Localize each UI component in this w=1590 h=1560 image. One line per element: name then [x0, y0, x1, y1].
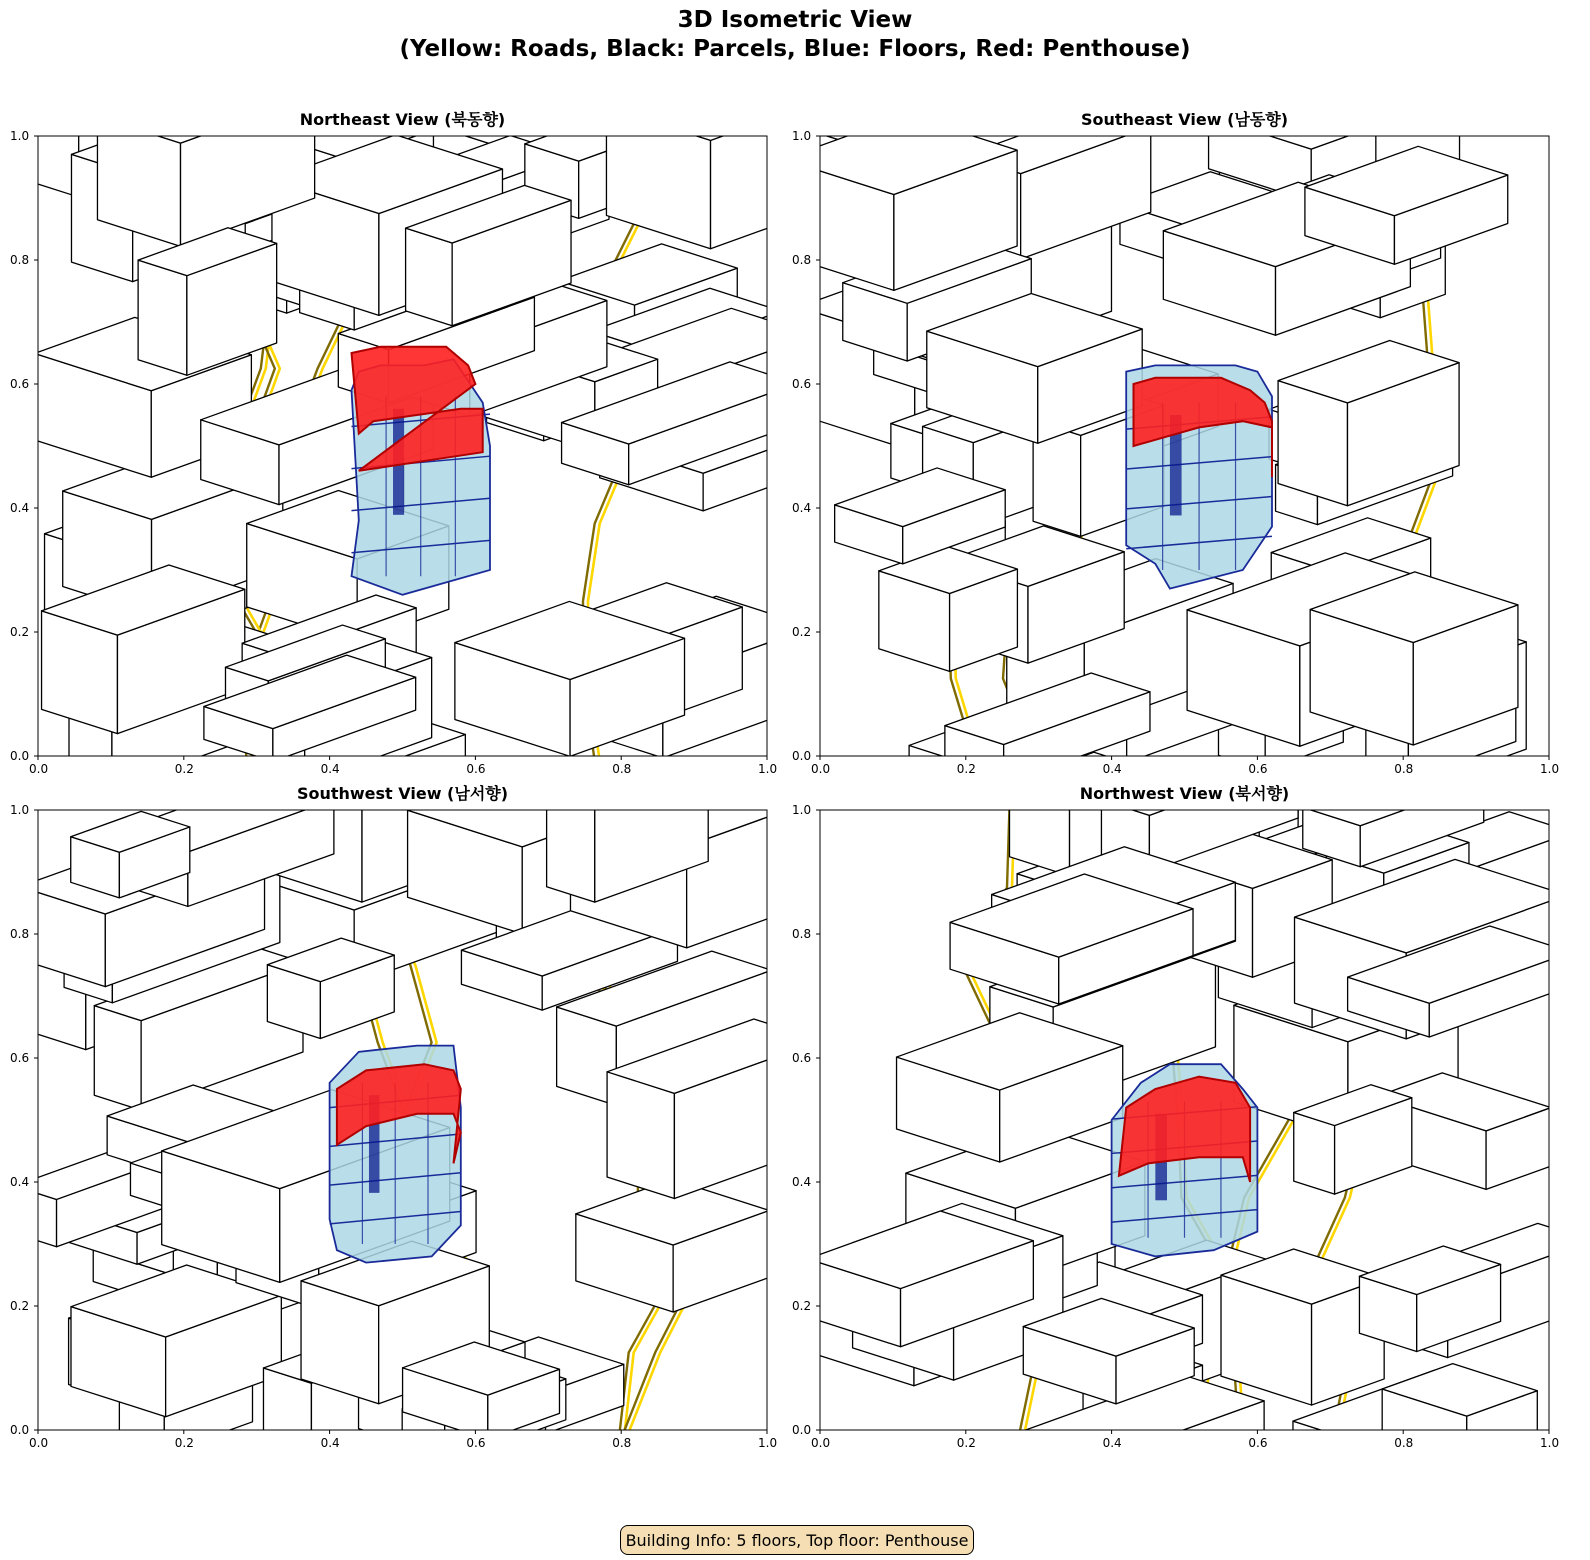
- parcel-building-side: [606, 129, 710, 249]
- x-tick-label: 0.4: [320, 762, 340, 776]
- x-tick-label: 0.8: [1394, 1436, 1414, 1450]
- x-tick-label: 0.2: [174, 762, 194, 776]
- panel-title: Southeast View (남동향): [1080, 110, 1289, 129]
- y-tick-label: 0.4: [792, 1175, 812, 1189]
- y-tick-label: 0.4: [10, 501, 30, 515]
- y-tick-label: 0.2: [10, 625, 30, 639]
- scene-group: [31, 129, 774, 763]
- y-tick-label: 0.8: [792, 927, 812, 941]
- parcel-building-side: [94, 1006, 141, 1111]
- x-tick-label: 0.0: [29, 1436, 49, 1450]
- y-tick-label: 0.0: [10, 1423, 30, 1437]
- scene-group: [813, 803, 1556, 1437]
- parcel-building-side: [547, 803, 595, 902]
- x-tick-label: 0.2: [956, 1436, 976, 1450]
- x-tick-label: 1.0: [1540, 762, 1560, 776]
- parcel-building-side: [1017, 1433, 1100, 1437]
- x-tick-label: 0.4: [1102, 762, 1122, 776]
- building-info-box: Building Info: 5 floors, Top floor: Penthouse: [620, 1525, 974, 1555]
- scene-group: [31, 803, 774, 1437]
- y-tick-label: 0.8: [792, 253, 812, 267]
- x-tick-label: 0.4: [320, 1436, 340, 1450]
- x-tick-label: 1.0: [758, 762, 778, 776]
- y-tick-label: 0.6: [792, 1051, 812, 1065]
- y-tick-label: 0.2: [792, 1299, 812, 1313]
- y-tick-label: 0.4: [792, 501, 812, 515]
- y-tick-label: 0.8: [10, 927, 30, 941]
- parcel-building-front: [711, 129, 774, 249]
- y-tick-label: 0.2: [792, 625, 812, 639]
- figure-title-line2: (Yellow: Roads, Black: Parcels, Blue: Floors, Red: Penthouse): [399, 36, 1191, 62]
- y-tick-label: 0.2: [10, 1299, 30, 1313]
- scene-group: [813, 129, 1526, 763]
- figure-title-line1: 3D Isometric View: [677, 7, 913, 33]
- y-tick-label: 1.0: [10, 803, 30, 817]
- y-tick-label: 0.0: [792, 749, 812, 763]
- x-tick-label: 0.0: [29, 762, 49, 776]
- x-tick-label: 1.0: [758, 1436, 778, 1450]
- y-tick-label: 1.0: [10, 129, 30, 143]
- x-tick-label: 0.6: [1248, 762, 1268, 776]
- x-tick-label: 0.2: [174, 1436, 194, 1450]
- y-tick-label: 0.0: [10, 749, 30, 763]
- x-tick-label: 0.0: [811, 762, 831, 776]
- parcel-building-roof: [266, 803, 433, 804]
- y-tick-label: 0.0: [792, 1423, 812, 1437]
- y-tick-label: 1.0: [792, 803, 812, 817]
- y-tick-label: 0.4: [10, 1175, 30, 1189]
- panel-title: Northeast View (북동향): [299, 110, 506, 129]
- isometric-view-plot: [813, 129, 1556, 763]
- x-tick-label: 0.8: [1394, 762, 1414, 776]
- isometric-view-plot: [813, 803, 1556, 1437]
- parcel-building-side: [1010, 803, 1070, 876]
- x-tick-label: 0.6: [1248, 1436, 1268, 1450]
- x-tick-label: 0.0: [811, 1436, 831, 1450]
- parcel-building-side: [607, 1072, 674, 1199]
- isometric-view-plot: [31, 129, 774, 763]
- x-tick-label: 0.8: [612, 1436, 632, 1450]
- x-tick-label: 0.2: [956, 762, 976, 776]
- x-tick-label: 0.8: [612, 762, 632, 776]
- x-tick-label: 0.4: [1102, 1436, 1122, 1450]
- y-tick-label: 0.6: [792, 377, 812, 391]
- parcel-building-side: [1294, 1112, 1335, 1194]
- x-tick-label: 0.6: [466, 1436, 486, 1450]
- y-tick-label: 0.6: [10, 1051, 30, 1065]
- y-tick-label: 0.8: [10, 253, 30, 267]
- x-tick-label: 1.0: [1540, 1436, 1560, 1450]
- parcel-building-side: [138, 260, 187, 375]
- y-tick-label: 0.6: [10, 377, 30, 391]
- y-tick-label: 1.0: [792, 129, 812, 143]
- panel-title: Southwest View (남서향): [296, 784, 509, 803]
- panel-title: Northwest View (북서향): [1079, 784, 1290, 803]
- x-tick-label: 0.6: [466, 762, 486, 776]
- isometric-view-plot: [31, 803, 774, 1437]
- parcel-building-side: [406, 228, 453, 326]
